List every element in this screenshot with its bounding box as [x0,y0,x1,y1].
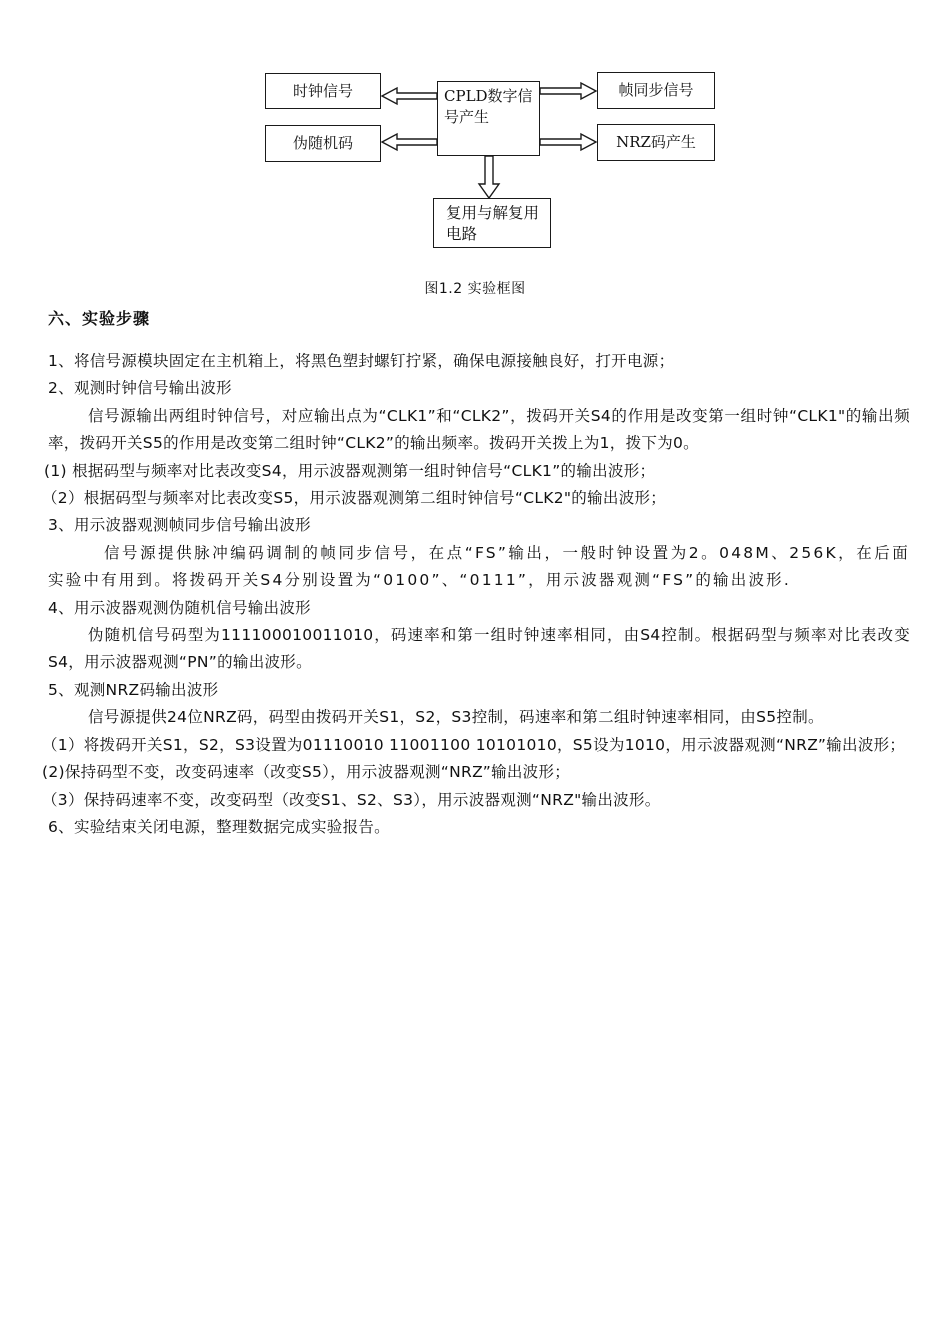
step-6: 6、实验结束关闭电源，整理数据完成实验报告。 [48,817,390,836]
step-5-title: 5、观测NRZ码输出波形 [48,680,219,699]
cpld-box [437,81,540,156]
step-5-sub-1: （1）将拨码开关S1，S2，S3设置为01110010 11001100 10101010，S5设为1010，用示波器观测“NRZ”输出波形； [42,735,906,754]
nrz-box [597,124,715,161]
arrow-to-frame-sync [540,83,596,99]
step-2-description: 信号源输出两组时钟信号，对应输出点为“CLK1”和“CLK2”，拨码开关S4的作用是改变第一组时钟“CLK1"的输出频率，拨码开关S5的作用是改变第二组时钟“CLK2”的输出频率。拨码开关拨上为1，拨下为0。 [48,406,910,453]
step-2-sub-2: （2）根据码型与频率对比表改变S5，用示波器观测第二组时钟信号“CLK2"的输出波形； [42,489,667,508]
clock-box [265,73,381,109]
step-1: 1、将信号源模块固定在主机箱上，将黑色塑封螺钉拧紧，确保电源接触良好，打开电源； [48,352,675,370]
mux-box [433,198,551,248]
step-5-sub-2: (2)保持码型不变，改变码速率（改变S5），用示波器观测“NRZ”输出波形； [42,763,571,782]
section-heading: 六、实验步骤 [48,309,151,328]
clock-label: 时钟信号 [292,81,353,100]
step-3-title: 3、用示波器观测帧同步信号输出波形 [48,516,311,535]
step-2-sub-1: (1) 根据码型与频率对比表改变S4，用示波器观测第一组时钟信号“CLK1”的输出波形； [44,461,656,480]
figure-caption: 图1.2 实验框图 [424,281,526,297]
nrz-label: NRZ码产生 [616,133,696,151]
pn-box [265,125,381,162]
arrow-to-nrz [540,134,596,150]
step-5-sub-3: （3）保持码速率不变，改变码型（改变S1、S2、S3），用示波器观测“NRZ"输出波形。 [42,790,661,809]
step-4-description: 伪随机信号码型为111100010011010，码速率和第一组时钟速率相同，由S4控制。根据码型与频率对比表改变S4，用示波器观测“PN”的输出波形。 [48,626,910,672]
arrow-to-clock [382,88,437,104]
step-4-title: 4、用示波器观测伪随机信号输出波形 [48,598,311,617]
step-2-title: 2、观测时钟信号输出波形 [48,379,232,398]
block-diagram [0,0,950,260]
frame-sync-label: 帧同步信号 [618,81,694,99]
mux-label: 复用与解复用电路 [446,204,540,243]
step-3-description: 信号源提供脉冲编码调制的帧同步信号，在点“FS”输出，一般时钟设置为2。048M、256K，在后面实验中有用到。将拨码开关S4分别设置为“0100”、“0111”，用示波器观测“FS”的输出波形. [48,543,910,590]
pn-label: 伪随机码 [292,134,353,152]
procedure-steps [42,348,910,841]
arrow-to-mux [479,156,499,198]
arrow-to-pn [382,134,437,150]
cpld-label: CPLD数字信号产生 [444,87,533,126]
frame-sync-box [597,72,715,109]
step-5-description: 信号源提供24位NRZ码，码型由拨码开关S1，S2，S3控制，码速率和第二组时钟速率相同，由S5控制。 [88,708,824,727]
